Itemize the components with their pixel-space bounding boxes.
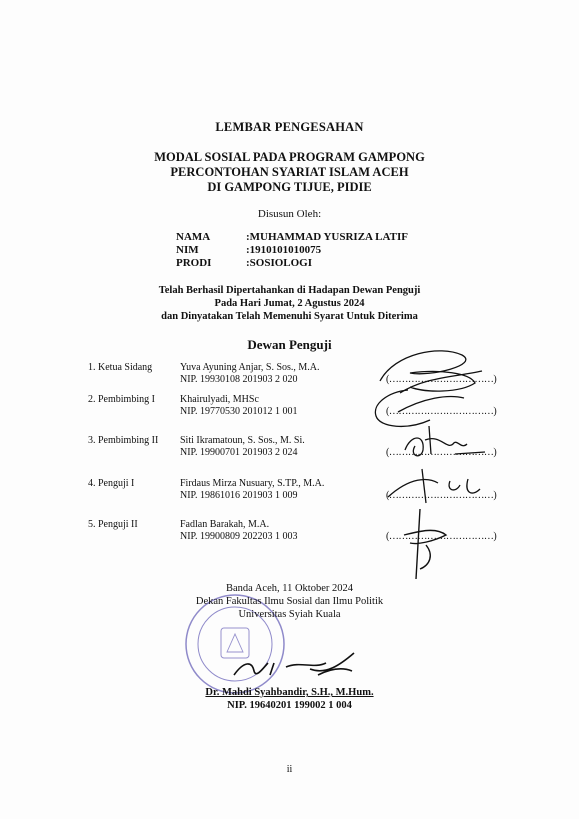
examiner-name: Firdaus Mirza Nusuary, S.TP., M.A. — [180, 478, 325, 489]
approval-block — [0, 582, 579, 621]
signature-examiner-5 — [390, 505, 470, 585]
signature-examiner-4 — [380, 463, 490, 511]
defense-statement — [0, 284, 579, 323]
examiner-nip: NIP. 19770530 201012 1 001 — [180, 406, 298, 417]
examiner-role: 5. Penguji II — [88, 519, 138, 530]
signature-line: (……………………………) — [386, 447, 497, 458]
dean-nip: NIP. 19640201 199002 1 004 — [227, 700, 352, 711]
author-row — [176, 244, 408, 257]
approval-university: Universitas Syiah Kuala — [238, 609, 341, 620]
author-label: NIM — [176, 244, 199, 256]
examiner-nip: NIP. 19900701 201903 2 024 — [180, 447, 298, 458]
defense-line: dan Dinyatakan Telah Memenuhi Syarat Untuk Diterima — [161, 311, 418, 322]
examiner-nip: NIP. 19900809 202203 1 003 — [180, 531, 298, 542]
author-label: NAMA — [176, 231, 211, 243]
thesis-title-line: PERCONTOHAN SYARIAT ISLAM ACEH — [170, 165, 409, 179]
examiner-nip: NIP. 19930108 201903 2 020 — [180, 374, 298, 385]
defense-line: Pada Hari Jumat, 2 Agustus 2024 — [214, 298, 365, 309]
examiner-name: Siti Ikramatoun, S. Sos., M. Si. — [180, 435, 305, 446]
author-value: :MUHAMMAD YUSRIZA LATIF — [246, 231, 408, 243]
sheet-title: LEMBAR PENGESAHAN — [215, 120, 364, 134]
author-label: PRODI — [176, 257, 212, 269]
examiner-role: 1. Ketua Sidang — [88, 362, 153, 373]
examiner-role: 3. Pembimbing II — [88, 435, 159, 446]
examiner-name: Yuva Ayuning Anjar, S. Sos., M.A. — [180, 362, 320, 373]
panel-title: Dewan Penguji — [247, 337, 332, 352]
prepared-by-label: Disusun Oleh: — [257, 208, 322, 220]
signature-dean — [230, 645, 360, 685]
examiner-name: Fadlan Barakah, M.A. — [180, 519, 270, 530]
signature-line: (……………………………) — [386, 374, 497, 385]
dean-name: Dr. Mahdi Syahbandir, S.H., M.Hum. — [205, 687, 374, 698]
defense-line: Telah Berhasil Dipertahankan di Hadapan Dewan Penguji — [158, 285, 421, 296]
thesis-title — [0, 150, 579, 195]
signature-line: (……………………………) — [386, 531, 497, 542]
dean-block — [0, 686, 579, 712]
examiner-name: Khairulyadi, MHSc — [180, 394, 259, 405]
examiner-role: 2. Pembimbing I — [88, 394, 155, 405]
author-row — [176, 231, 408, 244]
approval-office: Dekan Fakultas Ilmu Sosial dan Ilmu Politik — [195, 596, 384, 607]
author-value: :1910101010075 — [246, 244, 322, 256]
signature-examiner-3 — [395, 420, 495, 462]
approval-date: Banda Aceh, 11 Oktober 2024 — [225, 583, 354, 594]
signature-line: (……………………………) — [386, 406, 497, 417]
author-value: :SOSIOLOGI — [246, 257, 313, 269]
examiner-nip: NIP. 19861016 201903 1 009 — [180, 490, 298, 501]
page-number: ii — [286, 764, 293, 775]
examiner-role: 4. Penguji I — [88, 478, 135, 489]
author-block — [176, 231, 408, 270]
thesis-title-line: MODAL SOSIAL PADA PROGRAM GAMPONG — [154, 150, 425, 164]
thesis-title-line: DI GAMPONG TIJUE, PIDIE — [207, 180, 372, 194]
author-row — [176, 257, 408, 270]
signature-line: (……………………………) — [386, 490, 497, 501]
